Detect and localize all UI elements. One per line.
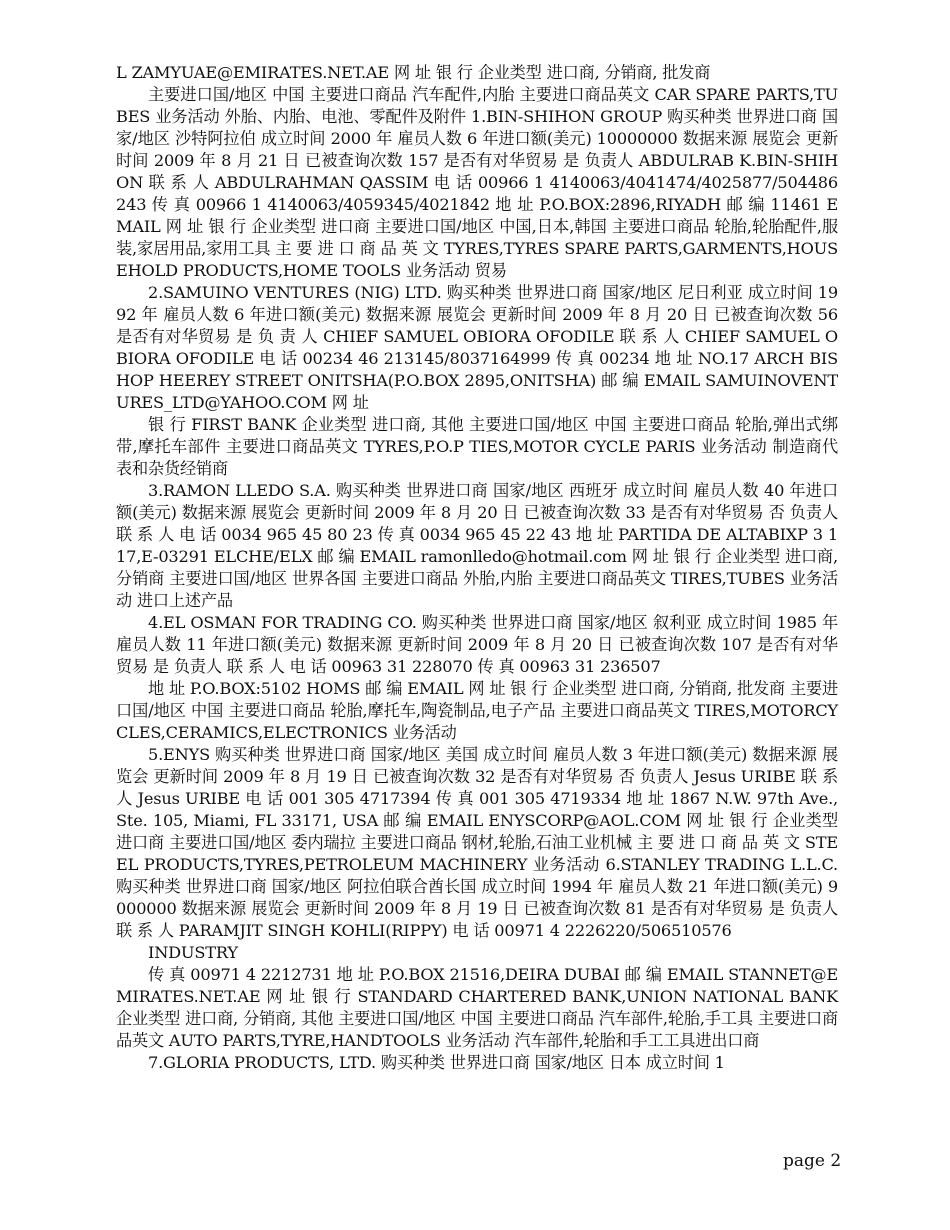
paragraph: 3.RAMON LLEDO S.A. 购买种类 世界进口商 国家/地区 西班牙 成立时间 雇员人数 40 年进口额(美元) 数据来源 展览会 更新时间 2009 年 8 月 20 日 已被查询次数 33 是否有对华贸易 否 负责人 联 系 人 电 话 0034 965 45 80 23 传 真 0034 965 45 22 43 地 址 PARTIDA DE ALTABIXP 3 117,E-03291 ELCHE/ELX 邮 编 EMAIL ramonlledo@hotmail.com 网 址 银 行 企业类型 进口商, 分销商 主要进口国/地区 世界各国 主要进口商品 外胎,内胎 主要进口商品英文 TIRES,TUBES 业务活动 进口上述产品 bbox=[116, 481, 838, 610]
paragraph: INDUSTRY bbox=[148, 943, 238, 962]
paragraph: 7.GLORIA PRODUCTS, LTD. 购买种类 世界进口商 国家/地区 日本 成立时间 1 bbox=[148, 1053, 725, 1072]
paragraph: 主要进口国/地区 中国 主要进口商品 汽车配件,内胎 主要进口商品英文 CAR SPARE PARTS,TUBES 业务活动 外胎、内胎、电池、零配件及附件 1.BIN-SHIHON GROUP 购买种类 世界进口商 国家/地区 沙特阿拉伯 成立时间 2000 年 雇员人数 6 年进口额(美元) 10000000 数据来源 展览会 更新时间 2009 年 8 月 21 日 已被查询次数 157 是否有对华贸易 是 负责人 ABDULRAB K.BIN-SHIHON 联 系 人 ABDULRAHMAN QASSIM 电 话 00966 1 4140063/4041474/4025877/504486243 传 真 00966 1 4140063/4059345/4021842 地 址 P.O.BOX:2896,RIYADH 邮 编 11461 EMAIL 网 址 银 行 企业类型 进口商 主要进口国/地区 中国,日本,韩国 主要进口商品 轮胎,轮胎配件,服装,家居用品,家用工具 主 要 进 口 商 品 英 文 TYRES,TYRES SPARE PARTS,GARMENTS,HOUSEHOLD PRODUCTS,HOME TOOLS 业务活动 贸易 bbox=[116, 85, 838, 280]
paragraph: 传 真 00971 4 2212731 地 址 P.O.BOX 21516,DEIRA DUBAI 邮 编 EMAIL STANNET@EMIRATES.NET.AE 网 址 银 行 STANDARD CHARTERED BANK,UNION NATIONAL BANK 企业类型 进口商, 分销商, 其他 主要进口国/地区 中国 主要进口商品 汽车部件,轮胎,手工具 主要进口商品英文 AUTO PARTS,TYRE,HANDTOOLS 业务活动 汽车部件,轮胎和手工工具进出口商 bbox=[116, 965, 838, 1050]
paragraph: 地 址 P.O.BOX:5102 HOMS 邮 编 EMAIL 网 址 银 行 企业类型 进口商, 分销商, 批发商 主要进口国/地区 中国 主要进口商品 轮胎,摩托车,陶瓷制品,电子产品 主要进口商品英文 TIRES,MOTORCYCLES,CERAMICS,ELECTRONICS 业务活动 bbox=[116, 679, 838, 742]
paragraph: 5.ENYS 购买种类 世界进口商 国家/地区 美国 成立时间 雇员人数 3 年进口额(美元) 数据来源 展览会 更新时间 2009 年 8 月 19 日 已被查询次数 32 是否有对华贸易 否 负责人 Jesus URIBE 联 系 人 Jesus URIBE 电 话 001 305 4717394 传 真 001 305 4719334 地 址 1867 N.W. 97th Ave., Ste. 105, Miami, FL 33171, USA 邮 编 EMAIL ENYSCORP@AOL.COM 网 址 银 行 企业类型 进口商 主要进口国/地区 委内瑞拉 主要进口商品 钢材,轮胎,石油工业机械 主 要 进 口 商 品 英 文 STEEL PRODUCTS,TYRES,PETROLEUM MACHINERY 业务活动 6.STANLEY TRADING L.L.C. 购买种类 世界进口商 国家/地区 阿拉伯联合酋长国 成立时间 1994 年 雇员人数 21 年进口额(美元) 9000000 数据来源 展览会 更新时间 2009 年 8 月 19 日 已被查询次数 81 是否有对华贸易 是 负责人 联 系 人 PARAMJIT SINGH KOHLI(RIPPY) 电 话 00971 4 2226220/506510576 bbox=[116, 745, 838, 940]
paragraph: 4.EL OSMAN FOR TRADING CO. 购买种类 世界进口商 国家/地区 叙利亚 成立时间 1985 年 雇员人数 11 年进口额(美元) 数据来源 更新时间 2009 年 8 月 20 日 已被查询次数 107 是否有对华贸易 是 负责人 联 系 人 电 话 00963 31 228070 传 真 00963 31 236507 bbox=[116, 613, 838, 676]
paragraph: 银 行 FIRST BANK 企业类型 进口商, 其他 主要进口国/地区 中国 主要进口商品 轮胎,弹出式绑带,摩托车部件 主要进口商品英文 TYRES,P.O.P TIES,MOTOR CYCLE PARIS 业务活动 制造商代表和杂货经销商 bbox=[116, 415, 838, 478]
page-number: page 2 bbox=[783, 1151, 842, 1171]
document-body bbox=[116, 62, 838, 1074]
paragraph: 2.SAMUINO VENTURES (NIG) LTD. 购买种类 世界进口商 国家/地区 尼日利亚 成立时间 1992 年 雇员人数 6 年进口额(美元) 数据来源 展览会 更新时间 2009 年 8 月 20 日 已被查询次数 56 是否有对华贸易 是 负 责 人 CHIEF SAMUEL OBIORA OFODILE 联 系 人 CHIEF SAMUEL OBIORA OFODILE 电 话 00234 46 213145/8037164999 传 真 00234 地 址 NO.17 ARCH BISHOP HEEREY STREET ONITSHA(P.O.BOX 2895,ONITSHA) 邮 编 EMAIL SAMUINOVENTURES_LTD@YAHOO.COM 网 址 bbox=[116, 283, 838, 412]
paragraph: L ZAMYUAE@EMIRATES.NET.AE 网 址 银 行 企业类型 进口商, 分销商, 批发商 bbox=[116, 63, 711, 82]
